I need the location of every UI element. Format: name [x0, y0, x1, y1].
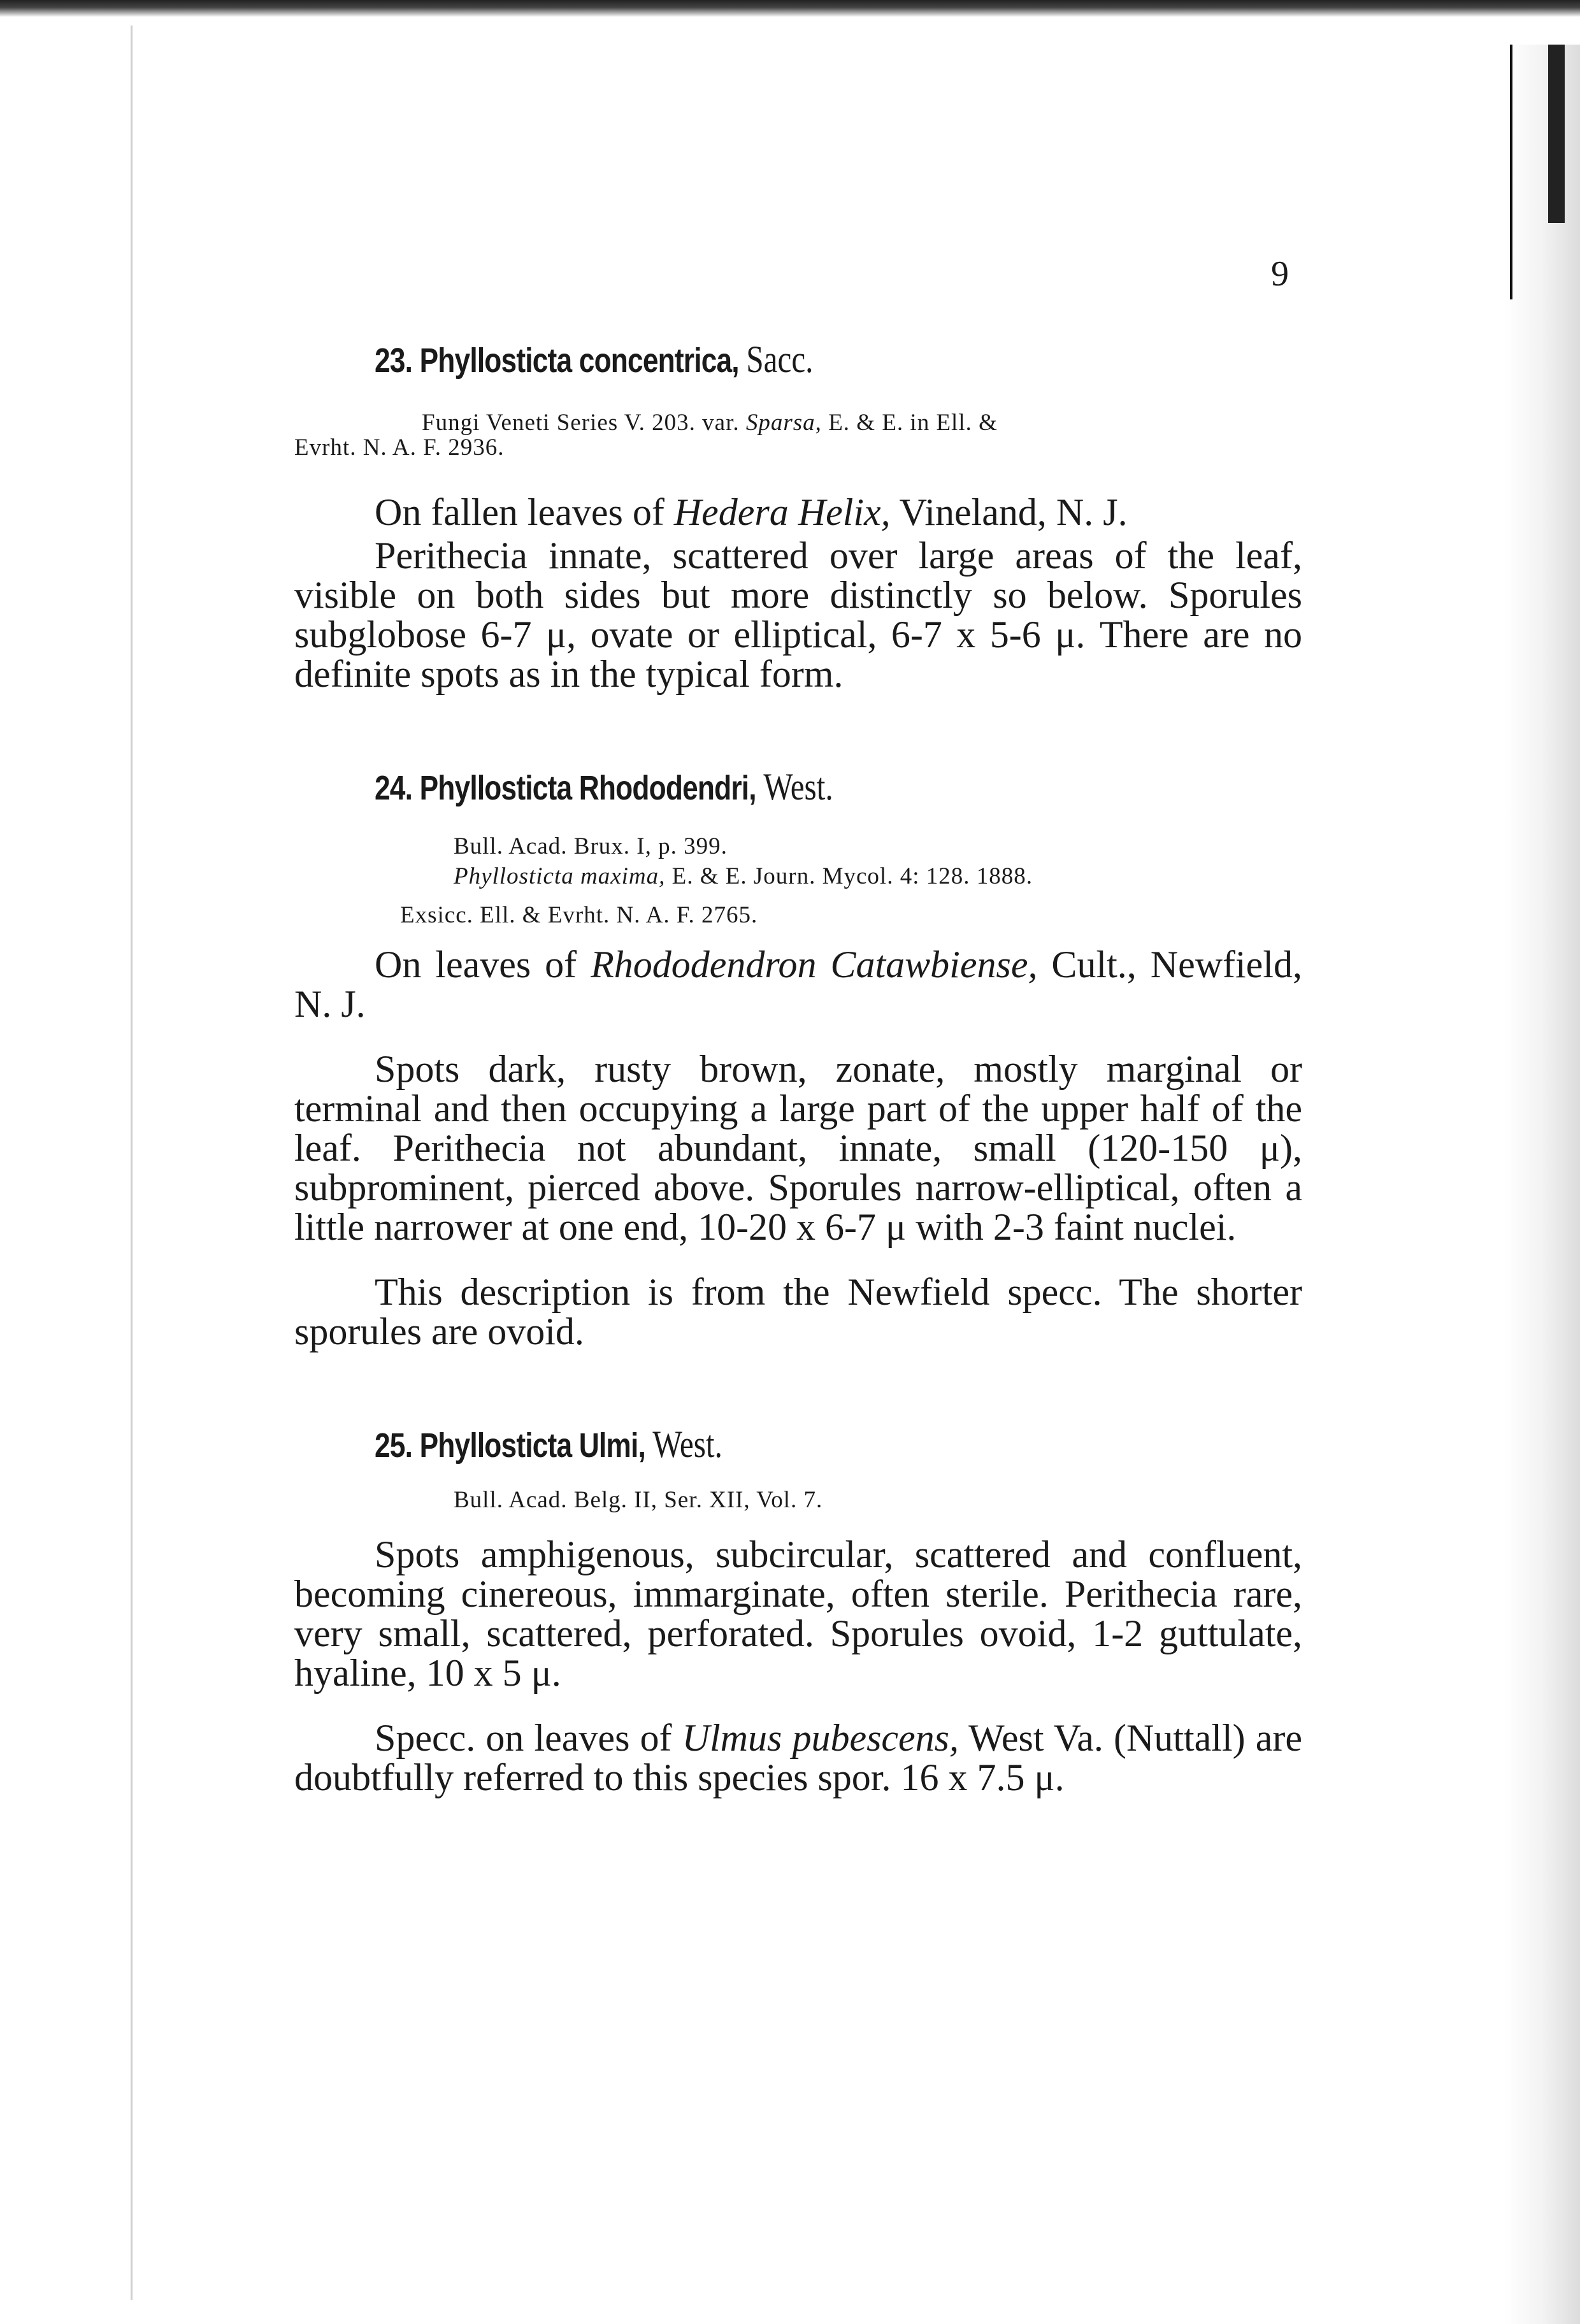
reference-text: E. & E. in Ell. &	[821, 410, 998, 436]
host-name: Hedera Helix,	[673, 491, 891, 533]
entry-25	[294, 1423, 1302, 1797]
species-author: West.	[763, 766, 833, 808]
description-paragraph	[294, 1535, 1302, 1693]
paragraph-text: Spots amphigenous, subcircular, scattered and confluent, becoming cinereous, immarginate, often sterile. Perithecia rare, very small, scattered, perforated. Sporules ovoid, 1-2 guttulate, hyaline, 10 x 5 μ.	[294, 1533, 1302, 1694]
paragraph-text: Specc. on leaves of	[375, 1717, 682, 1759]
paragraph-text: Cult., Newfield, N. J.	[294, 943, 1302, 1025]
paragraph-text: On fallen leaves of	[375, 491, 674, 533]
paragraph-text: On leaves of	[375, 943, 591, 986]
entry-23	[294, 338, 1302, 694]
reference-italic: Sparsa,	[745, 410, 822, 436]
page-number: 9	[1271, 254, 1289, 294]
paragraph-text: This description is from the Newfield specc. The shorter sporules are ovoid.	[294, 1271, 1302, 1352]
entry-number: 24.	[375, 769, 413, 807]
page-body	[294, 248, 1302, 1797]
scan-edge-right	[1505, 45, 1580, 2324]
entry-24	[294, 765, 1302, 1351]
description-paragraph	[294, 536, 1302, 694]
reference-line: Bull. Acad. Belg. II, Ser. XII, Vol. 7.	[454, 1487, 823, 1513]
entry-heading	[375, 338, 1135, 382]
species-name: Phyllosticta concentrica,	[419, 341, 739, 380]
scan-border-top	[0, 0, 1580, 17]
entry-number: 23.	[375, 341, 413, 380]
habitat-paragraph	[294, 945, 1302, 1024]
reference-line	[294, 411, 1302, 434]
reference-line: Bull. Acad. Brux. I, p. 399.	[454, 833, 728, 859]
species-author: West.	[652, 1423, 722, 1465]
entry-number: 25.	[375, 1426, 413, 1465]
reference-text: E. & E. Journ. Mycol. 4: 128. 1888.	[665, 863, 1033, 889]
scan-margin-line	[131, 25, 133, 2300]
host-name: Ulmus pubescens,	[682, 1717, 959, 1759]
habitat-paragraph	[294, 492, 1302, 532]
note-paragraph	[294, 1718, 1302, 1797]
note-paragraph	[294, 1272, 1302, 1351]
reference-line	[294, 864, 1302, 888]
description-paragraph	[294, 1049, 1302, 1247]
species-name: Phyllosticta Rhododendri,	[419, 769, 756, 807]
entry-heading	[375, 765, 1135, 809]
reference-line: Evrht. N. A. F. 2936.	[294, 434, 505, 461]
entry-heading	[375, 1423, 1135, 1467]
host-name: Rhododendron Catawbiense,	[591, 943, 1038, 986]
paragraph-text: Vineland, N. J.	[890, 491, 1128, 533]
paragraph-text: West Va. (Nuttall) are doubtfully referred to this species spor. 16 x 7.5 μ.	[294, 1717, 1302, 1798]
reference-italic: Phyllosticta maxima,	[454, 863, 666, 889]
reference-line: Exsicc. Ell. & Evrht. N. A. F. 2765.	[400, 902, 758, 928]
species-name: Phyllosticta Ulmi,	[419, 1426, 645, 1465]
paragraph-text: Perithecia innate, scattered over large areas of the leaf, visible on both sides but more distinctly so below. Sporules subglobose 6-7 μ, ovate or elliptical, 6-7 x 5-6 μ. There are no definite spots as in the typical form.	[294, 534, 1302, 695]
reference-text: Fungi Veneti Series V. 203. var.	[422, 410, 746, 436]
paragraph-text: Spots dark, rusty brown, zonate, mostly marginal or terminal and then occupying a large part of the upper half of the leaf. Perithecia not abundant, innate, small (120-150 μ), subprominent, pierced above. Sporules narrow-elliptical, often a little narrower at one end, 10-20 x 6-7 μ with 2-3 faint nuclei.	[294, 1048, 1302, 1248]
species-author: Sacc.	[746, 338, 814, 380]
